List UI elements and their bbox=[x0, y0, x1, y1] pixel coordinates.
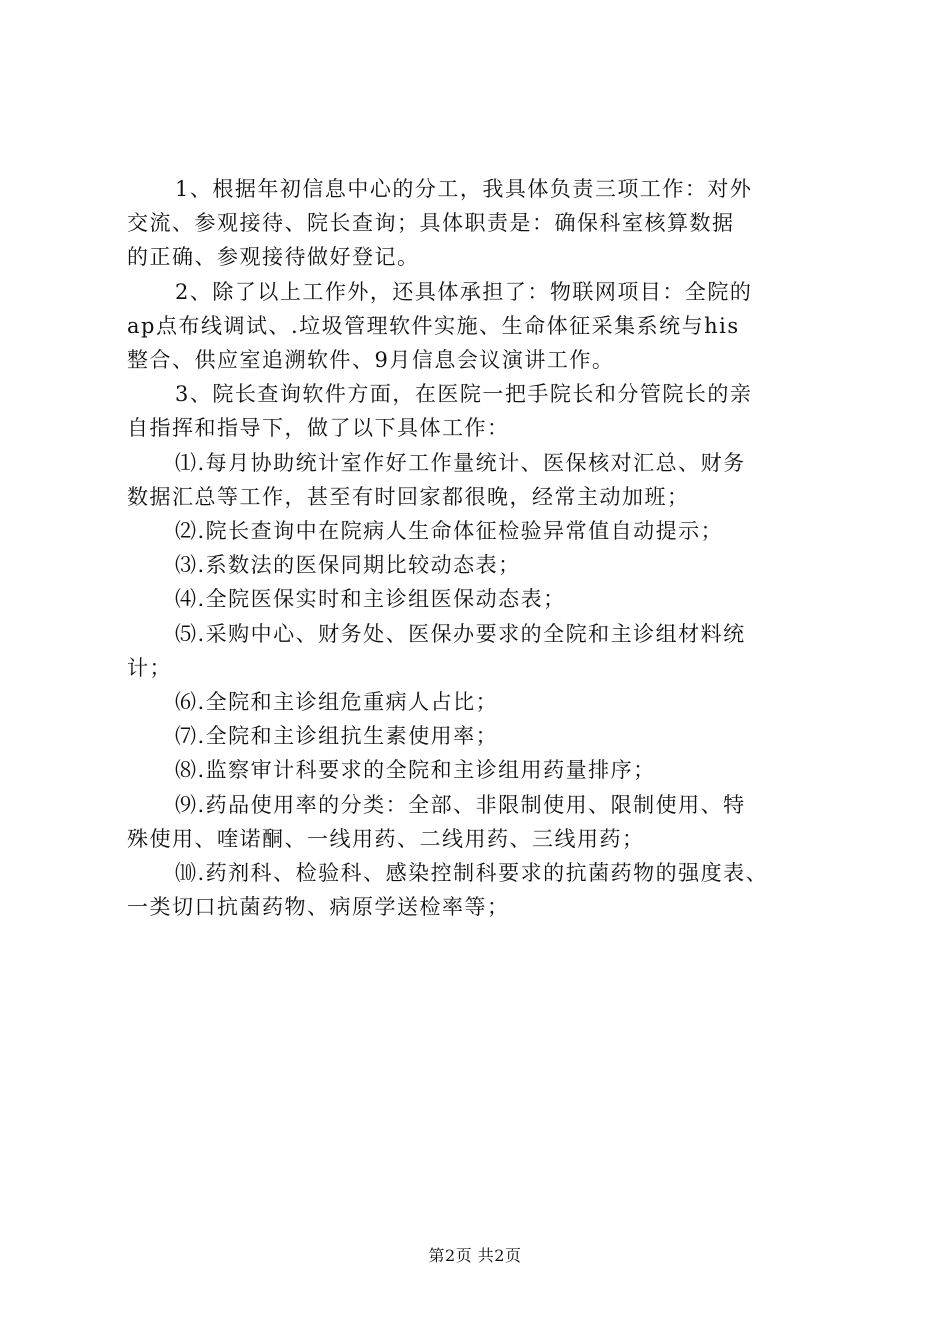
text-line: ⑼.药品使用率的分类：全部、非限制使用、限制使用、特 bbox=[175, 792, 746, 817]
text-line: 的正确、参观接待做好登记。 bbox=[127, 245, 420, 270]
text-line: 殊使用、喹诺酮、一线用药、二线用药、三线用药； bbox=[127, 826, 645, 851]
text-line: ⑻.监察审计科要求的全院和主诊组用药量排序； bbox=[175, 758, 656, 783]
page-number-footer: 第2页 共2页 bbox=[428, 1246, 522, 1265]
list-item-6 bbox=[127, 685, 847, 719]
text-line: ⑵.院长查询中在院病人生命体征检验异常值自动提示； bbox=[175, 519, 724, 544]
text-line: ⑺.全院和主诊组抗生素使用率； bbox=[175, 724, 499, 749]
list-item-1 bbox=[127, 446, 847, 514]
text-line: 计； bbox=[127, 655, 172, 680]
text-line: ⑷.全院医保实时和主诊组医保动态表； bbox=[175, 587, 566, 612]
list-item-8 bbox=[127, 753, 847, 787]
text-line: ⑽.药剂科、检验科、感染控制科要求的抗菌药物的强度表、 bbox=[175, 861, 769, 886]
list-item-5 bbox=[127, 617, 847, 685]
text-line: ⑹.全院和主诊组危重病人占比； bbox=[175, 690, 499, 715]
text-line: 3、院长查询软件方面，在医院一把手院长和分管院长的亲 bbox=[175, 382, 753, 407]
list-item-10 bbox=[127, 856, 847, 924]
text-line: 交流、参观接待、院长查询；具体职责是：确保科室核算数据 bbox=[127, 211, 735, 236]
list-item-3 bbox=[127, 548, 847, 582]
text-line: 整合、供应室追溯软件、9月信息会议演讲工作。 bbox=[127, 348, 615, 373]
text-line: 1、根据年初信息中心的分工，我具体负责三项工作：对外 bbox=[175, 177, 753, 201]
list-item-7 bbox=[127, 719, 847, 753]
document-body bbox=[127, 172, 847, 924]
paragraph-1 bbox=[127, 172, 847, 275]
text-line: ap点布线调试、.垃圾管理软件实施、生命体征采集系统与his bbox=[127, 313, 740, 338]
list-item-9 bbox=[127, 788, 847, 856]
list-item-2 bbox=[127, 514, 847, 548]
text-line: ⑸.采购中心、财务处、医保办要求的全院和主诊组材料统 bbox=[175, 621, 746, 646]
text-line: ⑶.系数法的医保同期比较动态表； bbox=[175, 553, 521, 578]
text-line: 2、除了以上工作外，还具体承担了：物联网项目：全院的 bbox=[175, 279, 753, 304]
list-item-4 bbox=[127, 582, 847, 616]
text-line: 一类切口抗菌药物、病原学送检率等； bbox=[127, 895, 510, 920]
paragraph-3 bbox=[127, 377, 847, 445]
text-line: 数据汇总等工作，甚至有时回家都很晚，经常主动加班； bbox=[127, 484, 690, 509]
paragraph-2 bbox=[127, 275, 847, 378]
text-line: ⑴.每月协助统计室作好工作量统计、医保核对汇总、财务 bbox=[175, 450, 746, 475]
text-line: 自指挥和指导下，做了以下具体工作： bbox=[127, 416, 510, 441]
